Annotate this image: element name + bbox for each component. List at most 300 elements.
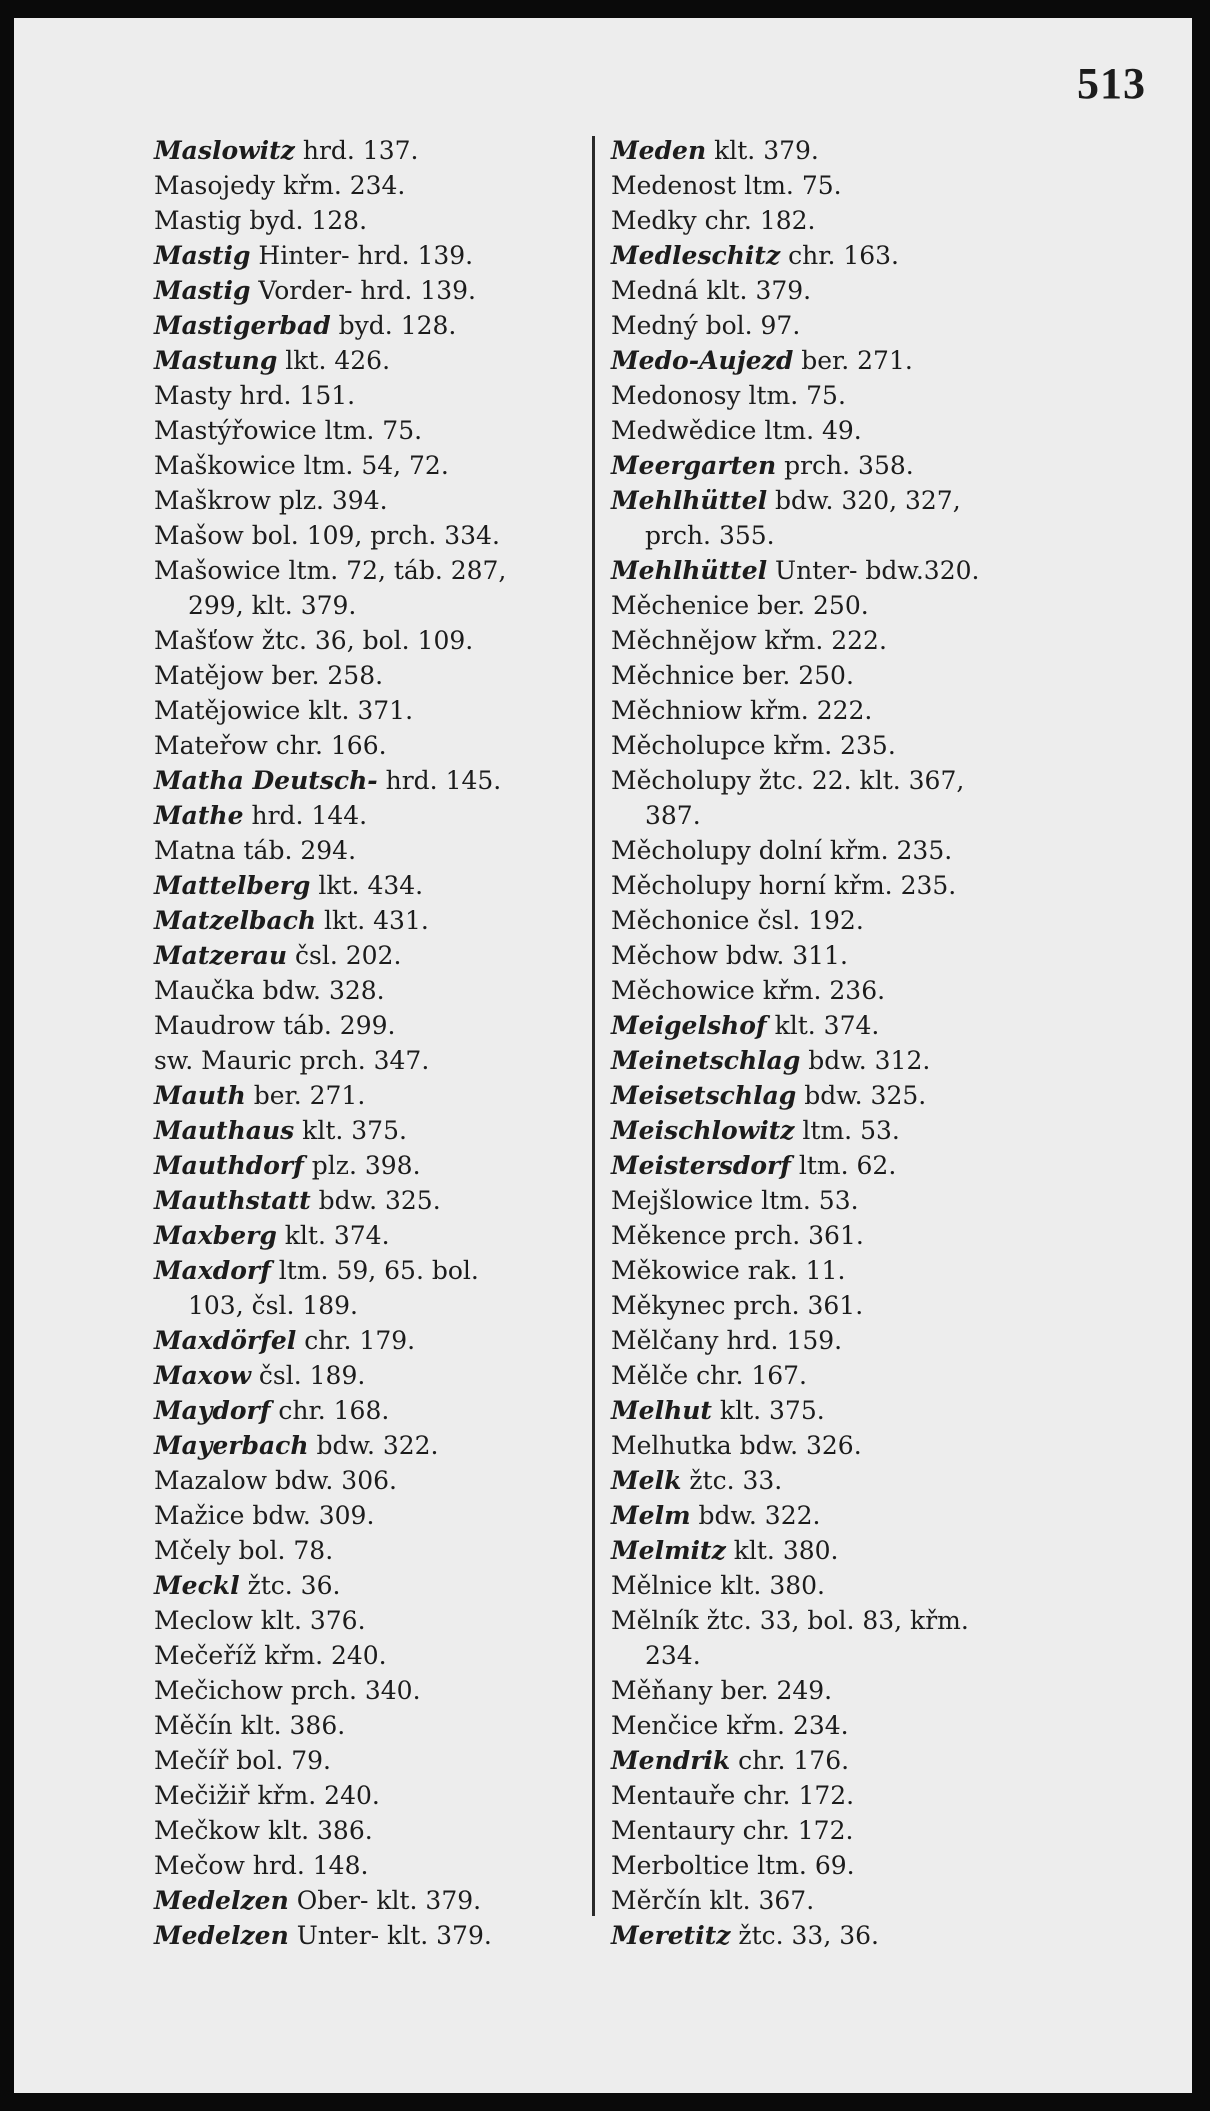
entry-reference: bdw. 306. — [267, 1466, 397, 1495]
entry-headword: Mažice — [154, 1501, 245, 1530]
index-entry — [154, 903, 594, 938]
entry-headword: Měňany — [611, 1676, 713, 1705]
entry-headword: Měchniow — [611, 696, 743, 725]
entry-headword: Meckl — [154, 1571, 240, 1600]
index-entry — [154, 343, 594, 378]
entry-headword: Medný — [611, 311, 698, 340]
entry-reference: bol. 97. — [697, 311, 801, 340]
entry-reference: křm. 234. — [718, 1711, 849, 1740]
index-entry — [154, 1078, 594, 1113]
entry-headword: Maxdorf — [154, 1256, 271, 1285]
index-entry — [154, 1463, 594, 1498]
entry-reference: bdw. 326. — [731, 1431, 862, 1460]
index-entry — [154, 763, 594, 798]
index-entry — [154, 938, 594, 973]
entry-headword: Mehlhüttel — [611, 556, 768, 585]
entry-headword: Matzelbach — [154, 906, 317, 935]
index-entry — [611, 1848, 1081, 1883]
entry-reference: táb. 299. — [275, 1011, 396, 1040]
index-entry — [154, 378, 594, 413]
entry-headword: Maškowice — [154, 451, 296, 480]
entry-reference: prch. 347. — [291, 1046, 430, 1075]
entry-reference: žtc. 36, bol. 109. — [253, 626, 474, 655]
index-entry — [154, 1008, 594, 1043]
entry-reference: žtc. 22. klt. 367, — [750, 766, 965, 795]
entry-headword: Měchow — [611, 941, 718, 970]
entry-headword: Měrčín — [611, 1886, 702, 1915]
entry-reference: bdw. 325. — [796, 1081, 927, 1110]
index-entry — [154, 483, 594, 518]
index-entry — [611, 763, 1081, 798]
entry-headword: Mentaury — [611, 1816, 735, 1845]
entry-reference: ltm. 53. — [753, 1186, 859, 1215]
entry-reference: bdw. 322. — [308, 1431, 439, 1460]
entry-reference: klt. 375. — [711, 1396, 825, 1425]
entry-headword: Melmitz — [611, 1536, 726, 1565]
entry-reference: klt. 374. — [276, 1221, 390, 1250]
entry-headword: Meretitz — [611, 1921, 731, 1950]
entry-headword: Melhutka — [611, 1431, 732, 1460]
entry-reference: ltm. 59, 65. bol. — [270, 1256, 479, 1285]
entry-headword: Meclow — [154, 1606, 253, 1635]
entry-reference: klt. 386. — [232, 1711, 346, 1740]
entry-headword: Mčely — [154, 1536, 231, 1565]
entry-headword: Měchnějow — [611, 626, 757, 655]
index-entry — [154, 868, 594, 903]
index-entry — [611, 1883, 1081, 1918]
entry-headword: Měchnice — [611, 661, 735, 690]
index-entry — [154, 1043, 594, 1078]
index-entry — [611, 1008, 1081, 1043]
entry-reference: klt. 367. — [701, 1886, 815, 1915]
index-entry — [611, 378, 1081, 413]
entry-headword: Mastýřowice — [154, 416, 317, 445]
entry-reference: klt. 380. — [712, 1571, 825, 1600]
index-entry — [154, 1568, 594, 1603]
entry-reference: Unter- klt. 379. — [288, 1921, 492, 1950]
entry-headword: Mašťow — [154, 626, 254, 655]
index-entry-continuation — [154, 588, 594, 623]
index-entry — [154, 168, 594, 203]
entry-headword: Mauthdorf — [154, 1151, 304, 1180]
entry-headword: Melm — [611, 1501, 691, 1530]
index-entry — [154, 553, 594, 588]
entry-headword: Maudrow — [154, 1011, 276, 1040]
entry-reference: klt. 374. — [766, 1011, 880, 1040]
index-entry — [611, 1428, 1081, 1463]
entry-reference: bdw. 309. — [244, 1501, 375, 1530]
entry-headword: Mastig — [154, 276, 251, 305]
index-entry — [611, 1323, 1081, 1358]
entry-headword: Měcholupy — [611, 766, 751, 795]
entry-headword: Meistersdorf — [611, 1151, 791, 1180]
entry-headword: Menčice — [611, 1711, 719, 1740]
entry-reference: plz. 398. — [303, 1151, 421, 1180]
index-entry — [154, 1183, 594, 1218]
entry-reference: chr. 166. — [267, 731, 387, 760]
index-entry — [154, 1813, 594, 1848]
entry-reference: dolní křm. 235. — [750, 836, 953, 865]
entry-headword: Mečow — [154, 1851, 245, 1880]
entry-headword: Mastigerbad — [154, 311, 331, 340]
index-entry — [154, 238, 594, 273]
entry-headword: Matha Deutsch- — [154, 766, 378, 795]
index-entry — [154, 1428, 594, 1463]
entry-headword: Maydorf — [154, 1396, 271, 1425]
index-entry — [611, 693, 1081, 728]
index-entry — [154, 1393, 594, 1428]
entry-headword: Meden — [611, 136, 707, 165]
index-entry — [611, 623, 1081, 658]
index-entry — [154, 1113, 594, 1148]
index-entry — [611, 1918, 1081, 1953]
index-entry-continuation — [611, 798, 1081, 833]
entry-reference: byd. 128. — [241, 206, 368, 235]
entry-reference: bdw. 325. — [310, 1186, 441, 1215]
index-entry — [154, 693, 594, 728]
index-entry — [611, 833, 1081, 868]
index-entry — [611, 238, 1081, 273]
entry-reference: ber. 271. — [245, 1081, 366, 1110]
index-entry — [154, 798, 594, 833]
entry-reference: žtc. 33. — [681, 1466, 783, 1495]
entry-reference: bol. 109, prch. 334. — [243, 521, 500, 550]
entry-headword: Medonosy — [611, 381, 741, 410]
entry-reference: Unter- bdw.320. — [767, 556, 980, 585]
entry-reference: ltm. 53. — [794, 1116, 900, 1145]
index-entry — [611, 343, 1081, 378]
index-entry — [154, 1323, 594, 1358]
index-entry — [611, 1148, 1081, 1183]
entry-headword: Medleschitz — [611, 241, 781, 270]
index-entry-continuation — [154, 1288, 594, 1323]
entry-headword: Měkynec — [611, 1291, 726, 1320]
entry-headword: Mentauře — [611, 1781, 736, 1810]
index-entry — [611, 1113, 1081, 1148]
entry-reference: křm. 240. — [249, 1781, 380, 1810]
entry-reference: prch. 361. — [725, 1291, 864, 1320]
entry-reference: ltm. 62. — [790, 1151, 897, 1180]
entry-reference: hrd. 144. — [243, 801, 368, 830]
entry-reference: hrd. 159. — [718, 1326, 843, 1355]
index-entry — [611, 973, 1081, 1008]
entry-headword: Měcholupy — [611, 836, 751, 865]
entry-headword: Měcholupce — [611, 731, 766, 760]
entry-headword: Melhut — [611, 1396, 712, 1425]
index-entry — [611, 1358, 1081, 1393]
index-entry — [611, 1813, 1081, 1848]
index-entry — [611, 1708, 1081, 1743]
entry-reference: 299, klt. 379. — [188, 591, 357, 620]
index-entry — [154, 1358, 594, 1393]
entry-headword: Mečeříž — [154, 1641, 257, 1670]
entry-reference: klt. 380. — [725, 1536, 839, 1565]
entry-headword: Mattelberg — [154, 871, 311, 900]
entry-reference: ltm. 75. — [740, 381, 846, 410]
entry-reference: ber. 250. — [734, 661, 854, 690]
entry-headword: Medo-Aujezd — [611, 346, 794, 375]
index-entry — [154, 1848, 594, 1883]
index-entry — [154, 413, 594, 448]
entry-reference: prch. 361. — [726, 1221, 864, 1250]
entry-headword: Mateřow — [154, 731, 268, 760]
entry-reference: prch. 340. — [282, 1676, 421, 1705]
entry-reference: ltm. 75. — [316, 416, 423, 445]
index-entry — [154, 308, 594, 343]
index-entry — [611, 728, 1081, 763]
entry-headword: Medenost — [611, 171, 737, 200]
index-entry — [611, 903, 1081, 938]
entry-reference: žtc. 33, bol. 83, křm. — [698, 1606, 969, 1635]
index-entry — [154, 273, 594, 308]
index-entry — [611, 553, 1081, 588]
entry-reference: Ober- klt. 379. — [288, 1886, 482, 1915]
entry-reference: chr. 163. — [780, 241, 899, 270]
index-entry — [154, 448, 594, 483]
column-divider — [592, 136, 595, 1916]
entry-headword: Meischlowitz — [611, 1116, 795, 1145]
index-entry — [154, 1883, 594, 1918]
index-entry — [154, 1603, 594, 1638]
entry-reference: lkt. 434. — [310, 871, 424, 900]
entry-reference: křm. 222. — [756, 626, 887, 655]
index-entry — [611, 308, 1081, 343]
entry-reference: lkt. 431. — [316, 906, 429, 935]
index-entry — [611, 588, 1081, 623]
index-entry — [154, 1708, 594, 1743]
index-entry — [154, 133, 594, 168]
entry-reference: chr. 167. — [688, 1361, 807, 1390]
entry-headword: Mělčany — [611, 1326, 719, 1355]
entry-reference: ber. 258. — [263, 661, 384, 690]
entry-reference: ber. 271. — [793, 346, 913, 375]
entry-headword: Mauthaus — [154, 1116, 295, 1145]
index-entry — [611, 1568, 1081, 1603]
entry-headword: sw. Mauric — [154, 1046, 292, 1075]
entry-headword: Matna — [154, 836, 236, 865]
index-entry — [611, 273, 1081, 308]
entry-reference: 387. — [645, 801, 701, 830]
entry-reference: křm. 240. — [256, 1641, 387, 1670]
entry-headword: Meisetschlag — [611, 1081, 797, 1110]
entry-headword: Medelzen — [154, 1921, 289, 1950]
entry-reference: bdw. 320, 327, — [767, 486, 961, 515]
entry-reference: křm. 235. — [765, 731, 896, 760]
index-entry — [154, 1743, 594, 1778]
entry-headword: Masojedy — [154, 171, 276, 200]
index-entry — [154, 1148, 594, 1183]
entry-headword: Mečkow — [154, 1816, 260, 1845]
entry-reference: prch. 358. — [776, 451, 914, 480]
index-entry — [611, 133, 1081, 168]
entry-headword: Medelzen — [154, 1886, 289, 1915]
index-entry — [154, 518, 594, 553]
entry-headword: Meergarten — [611, 451, 777, 480]
entry-headword: Maxberg — [154, 1221, 277, 1250]
entry-reference: prch. 355. — [645, 521, 775, 550]
index-entry — [611, 1743, 1081, 1778]
entry-reference: klt. 375. — [294, 1116, 407, 1145]
index-entry — [154, 1253, 594, 1288]
entry-reference: byd. 128. — [330, 311, 457, 340]
entry-reference: plz. 394. — [270, 486, 388, 515]
index-entry — [611, 658, 1081, 693]
entry-headword: Mauth — [154, 1081, 246, 1110]
index-entry — [154, 728, 594, 763]
index-entry — [611, 1078, 1081, 1113]
index-entry — [611, 413, 1081, 448]
index-entry — [154, 203, 594, 238]
entry-reference: ltm. 54, 72. — [295, 451, 449, 480]
entry-reference: Vorder- hrd. 139. — [250, 276, 476, 305]
entry-headword: Mendrik — [611, 1746, 731, 1775]
index-entry — [154, 973, 594, 1008]
entry-reference: lkt. 426. — [277, 346, 391, 375]
entry-reference: klt. 376. — [252, 1606, 366, 1635]
entry-reference: hrd. 137. — [294, 136, 419, 165]
index-entry — [154, 1778, 594, 1813]
entry-reference: hrd. 151. — [231, 381, 356, 410]
entry-reference: ber. 249. — [712, 1676, 833, 1705]
entry-headword: Maslowitz — [154, 136, 295, 165]
entry-reference: křm. 236. — [754, 976, 886, 1005]
index-entry — [611, 1463, 1081, 1498]
entry-headword: Mastung — [154, 346, 278, 375]
index-column-right — [611, 133, 1081, 1953]
entry-reference: bdw. 322. — [690, 1501, 821, 1530]
index-entry — [611, 1673, 1081, 1708]
entry-reference: chr. 176. — [730, 1746, 850, 1775]
index-entry — [611, 1288, 1081, 1323]
entry-headword: Mečichow — [154, 1676, 283, 1705]
entry-reference: křm. 222. — [742, 696, 873, 725]
entry-headword: Mašowice — [154, 556, 281, 585]
entry-reference: ber. 250. — [749, 591, 869, 620]
entry-headword: Meigelshof — [611, 1011, 767, 1040]
entry-headword: Mělník — [611, 1606, 699, 1635]
index-entry — [611, 203, 1081, 238]
entry-reference: bol. 79. — [228, 1746, 331, 1775]
entry-headword: Mastig — [154, 206, 242, 235]
index-entry — [611, 168, 1081, 203]
index-entry — [154, 1218, 594, 1253]
entry-headword: Měchowice — [611, 976, 755, 1005]
entry-headword: Maxdörfel — [154, 1326, 297, 1355]
index-entry-continuation — [611, 1638, 1081, 1673]
index-entry — [611, 1533, 1081, 1568]
entry-reference: hrd. 148. — [244, 1851, 369, 1880]
entry-reference: čsl. 189. — [250, 1361, 366, 1390]
entry-reference: 103, čsl. 189. — [188, 1291, 358, 1320]
entry-headword: Matzerau — [154, 941, 288, 970]
entry-headword: Matějowice — [154, 696, 301, 725]
index-entry — [611, 483, 1081, 518]
entry-reference: klt. 371. — [300, 696, 414, 725]
entry-reference: rak. 11. — [739, 1256, 846, 1285]
index-entry — [611, 1183, 1081, 1218]
entry-reference: chr. 182. — [696, 206, 816, 235]
entry-headword: Mayerbach — [154, 1431, 309, 1460]
entry-headword: Měkowice — [611, 1256, 740, 1285]
index-entry — [611, 868, 1081, 903]
entry-headword: Měcholupy — [611, 871, 751, 900]
index-entry — [611, 1498, 1081, 1533]
entry-reference: bol. 78. — [230, 1536, 334, 1565]
entry-headword: Mazalow — [154, 1466, 268, 1495]
entry-reference: ltm. 75. — [736, 171, 842, 200]
entry-reference: chr. 172. — [735, 1781, 855, 1810]
entry-headword: Mělnice — [611, 1571, 713, 1600]
index-entry — [154, 1498, 594, 1533]
entry-headword: Měkence — [611, 1221, 727, 1250]
entry-reference: čsl. 192. — [749, 906, 864, 935]
entry-headword: Maxow — [154, 1361, 251, 1390]
index-entry-continuation — [611, 518, 1081, 553]
index-entry — [154, 1673, 594, 1708]
entry-reference: ltm. 72, táb. 287, — [280, 556, 507, 585]
entry-headword: Matějow — [154, 661, 264, 690]
entry-headword: Mečíř — [154, 1746, 229, 1775]
index-entry — [154, 833, 594, 868]
entry-reference: ltm. 49. — [756, 416, 862, 445]
entry-headword: Medná — [611, 276, 699, 305]
index-entry — [611, 1393, 1081, 1428]
index-entry — [611, 1218, 1081, 1253]
entry-reference: bdw. 311. — [717, 941, 848, 970]
entry-reference: chr. 172. — [734, 1816, 854, 1845]
index-entry — [154, 1638, 594, 1673]
entry-reference: žtc. 33, 36. — [730, 1921, 879, 1950]
entry-reference: 234. — [645, 1641, 701, 1670]
entry-headword: Maučka — [154, 976, 255, 1005]
entry-reference: Hinter- hrd. 139. — [250, 241, 474, 270]
entry-headword: Mathe — [154, 801, 244, 830]
entry-headword: Merboltice — [611, 1851, 750, 1880]
index-entry — [154, 1533, 594, 1568]
index-entry — [611, 1603, 1081, 1638]
entry-headword: Melk — [611, 1466, 682, 1495]
entry-reference: klt. 379. — [706, 136, 819, 165]
entry-headword: Masty — [154, 381, 232, 410]
entry-reference: klt. 386. — [260, 1816, 373, 1845]
index-entry — [611, 1043, 1081, 1078]
entry-headword: Mělče — [611, 1361, 689, 1390]
entry-reference: ltm. 69. — [749, 1851, 855, 1880]
index-entry — [611, 1778, 1081, 1813]
entry-headword: Medky — [611, 206, 697, 235]
index-entry — [154, 658, 594, 693]
entry-headword: Mauthstatt — [154, 1186, 311, 1215]
entry-reference: horní křm. 235. — [750, 871, 957, 900]
book-page — [14, 18, 1192, 2093]
index-entry — [611, 938, 1081, 973]
entry-reference: chr. 179. — [296, 1326, 416, 1355]
entry-headword: Mehlhüttel — [611, 486, 768, 515]
entry-reference: chr. 168. — [270, 1396, 390, 1425]
entry-headword: Měchenice — [611, 591, 750, 620]
index-entry — [154, 623, 594, 658]
entry-headword: Meinetschlag — [611, 1046, 801, 1075]
entry-reference: klt. 379. — [698, 276, 812, 305]
entry-headword: Mečižiř — [154, 1781, 250, 1810]
entry-reference: bdw. 312. — [800, 1046, 931, 1075]
index-entry — [611, 1253, 1081, 1288]
index-entry — [611, 448, 1081, 483]
index-column-left — [154, 133, 594, 1953]
entry-headword: Mašow — [154, 521, 244, 550]
entry-headword: Měchonice — [611, 906, 750, 935]
entry-headword: Měčín — [154, 1711, 233, 1740]
